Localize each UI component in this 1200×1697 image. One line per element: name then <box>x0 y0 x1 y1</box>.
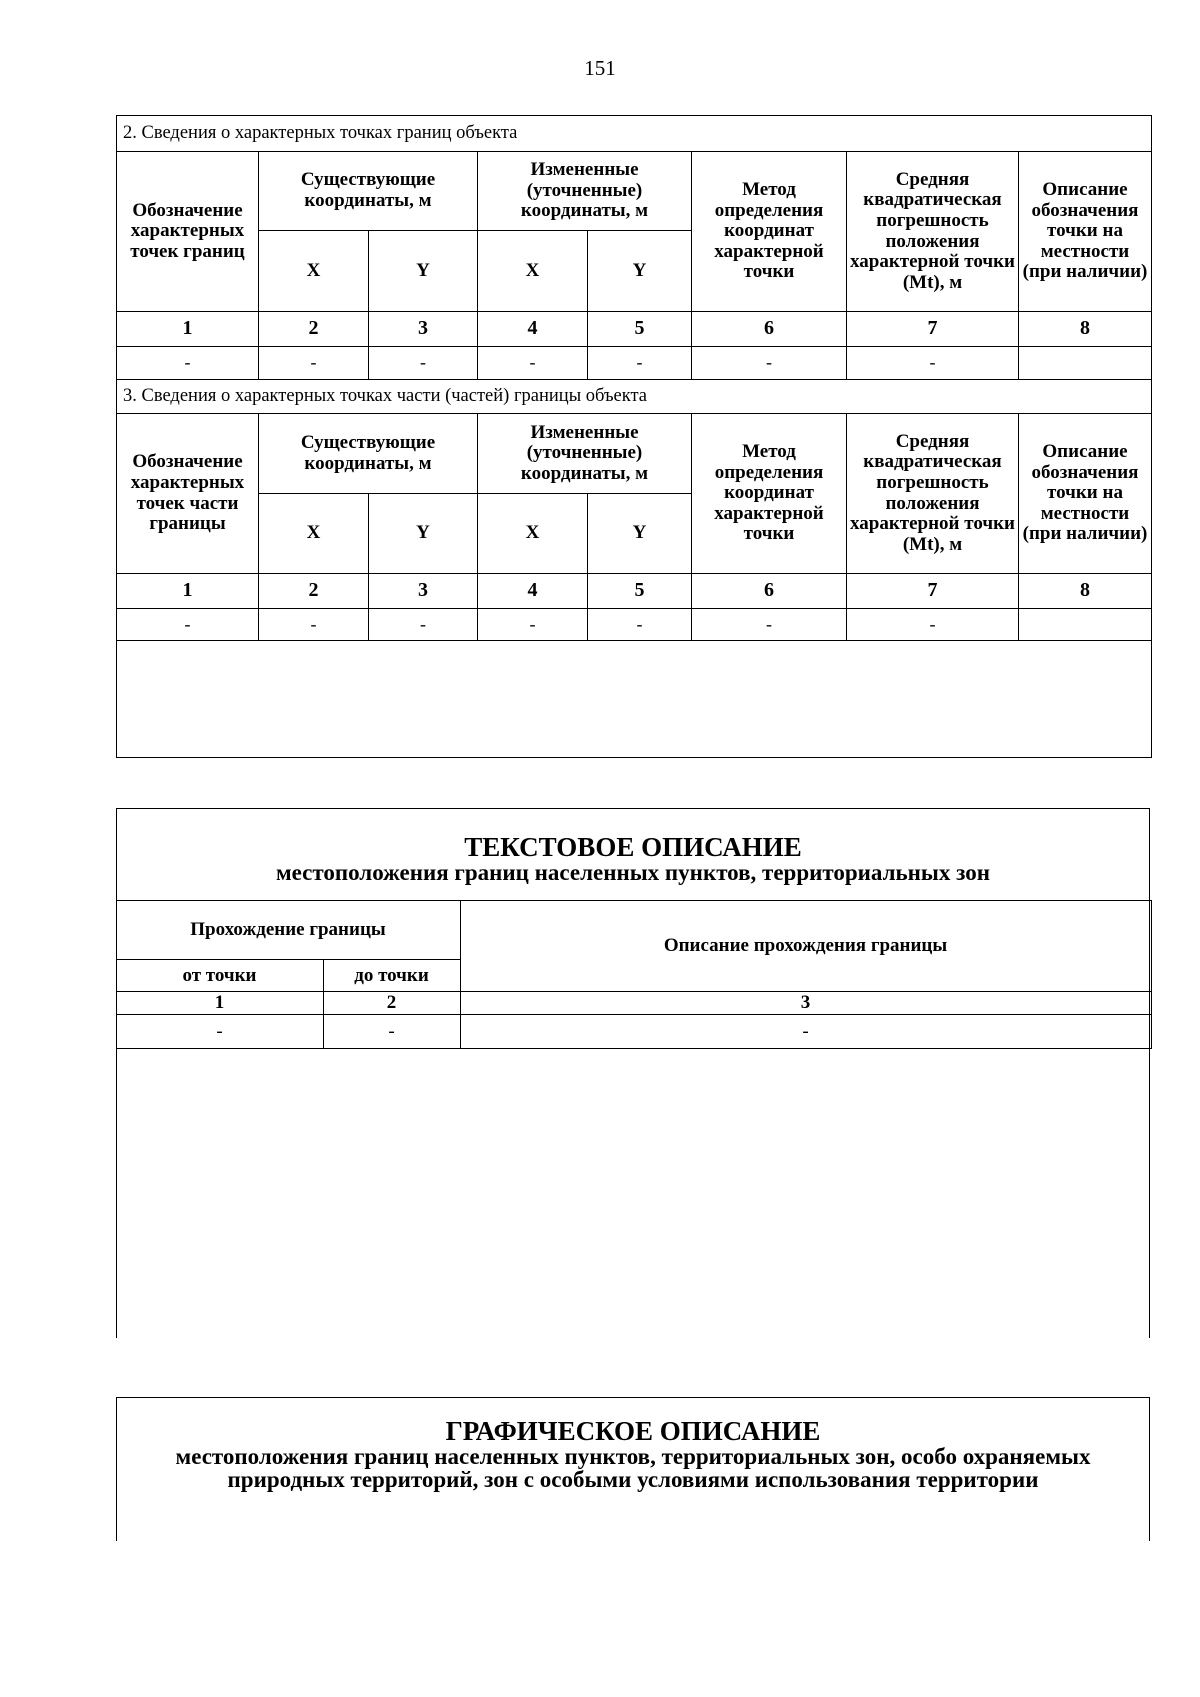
table-cell: - <box>259 609 369 641</box>
column-number: 5 <box>588 574 692 609</box>
column-number: 1 <box>117 574 259 609</box>
column-number: 4 <box>478 574 588 609</box>
table-cell: - <box>117 347 259 380</box>
graphic-description-title: ГРАФИЧЕСКОЕ ОПИСАНИЕ <box>445 1416 821 1446</box>
section2-changed-y: Y <box>588 231 692 312</box>
column-number: 2 <box>323 992 460 1015</box>
col-to-point: до точки <box>323 960 460 992</box>
table-cell: - <box>116 1015 323 1049</box>
table-cell: - <box>692 609 847 641</box>
table-cell: - <box>259 347 369 380</box>
section3-existing-x: X <box>259 494 369 574</box>
text-description-table <box>116 900 1152 1049</box>
table-cell: - <box>847 609 1019 641</box>
table-cell: - <box>478 347 588 380</box>
section3-existing-y: Y <box>369 494 478 574</box>
col-from-point: от точки <box>116 960 323 992</box>
section3-title: 3. Сведения о характерных точках части (частей) границы объекта <box>117 380 1152 414</box>
column-number: 6 <box>692 574 847 609</box>
graphic-description-box <box>116 1397 1150 1541</box>
section3-changed-x: X <box>478 494 588 574</box>
section2-number-row <box>117 312 1152 347</box>
section3-col-changed: Измененные (уточненные) координаты, м <box>478 414 692 494</box>
graphic-description-subtitle: местоположения границ населенных пунктов, территориальных зон, особо охраняемых природных территорий, зон с особыми условиями использования территории <box>175 1444 1091 1492</box>
section2-col-error: Средняя квадратическая погрешность положения характерной точки (Mt), м <box>847 152 1019 312</box>
text-number-row <box>116 992 1151 1015</box>
table-cell: - <box>369 347 478 380</box>
section2-existing-y: Y <box>369 231 478 312</box>
column-number: 2 <box>259 574 369 609</box>
column-number: 2 <box>259 312 369 347</box>
section3-value-row <box>117 609 1152 641</box>
column-number: 1 <box>116 992 323 1015</box>
section3-col-existing: Существующие координаты, м <box>259 414 478 494</box>
section2-changed-x: X <box>478 231 588 312</box>
section2-col-description: Описание обозначения точки на местности (при наличии) <box>1019 152 1152 312</box>
section3-col-designation: Обозначение характерных точек части границы <box>117 414 259 574</box>
table-cell: - <box>323 1015 460 1049</box>
col-passage-description: Описание прохождения границы <box>460 901 1151 992</box>
section3-changed-y: Y <box>588 494 692 574</box>
section3-col-method: Метод определения координат характерной точки <box>692 414 847 574</box>
text-description-header <box>117 809 1149 900</box>
page-number: 151 <box>584 56 616 80</box>
section2-existing-x: X <box>259 231 369 312</box>
table-cell: - <box>588 609 692 641</box>
column-number: 7 <box>847 312 1019 347</box>
column-number: 7 <box>847 574 1019 609</box>
section2-col-method: Метод определения координат характерной точки <box>692 152 847 312</box>
section3-col-error: Средняя квадратическая погрешность положения характерной точки (Mt), м <box>847 414 1019 574</box>
empty-cell <box>117 641 1152 758</box>
column-number: 6 <box>692 312 847 347</box>
column-number: 3 <box>460 992 1151 1015</box>
table-cell: - <box>478 609 588 641</box>
table-cell: - <box>369 609 478 641</box>
section2-value-row <box>117 347 1152 380</box>
column-number: 8 <box>1019 312 1152 347</box>
col-passage: Прохождение границы <box>116 901 460 960</box>
table-cell <box>1019 347 1152 380</box>
column-number: 3 <box>369 574 478 609</box>
section2-title: 2. Сведения о характерных точках границ объекта <box>117 116 1152 152</box>
section3-number-row <box>117 574 1152 609</box>
table-cell: - <box>588 347 692 380</box>
blank-area <box>117 641 1152 758</box>
column-number: 1 <box>117 312 259 347</box>
column-number: 3 <box>369 312 478 347</box>
text-description-title: ТЕКСТОВОЕ ОПИСАНИЕ <box>464 831 802 862</box>
text-description-subtitle: местоположения границ населенных пунктов, территориальных зон <box>276 859 990 885</box>
column-number: 5 <box>588 312 692 347</box>
text-value-row <box>116 1015 1151 1049</box>
table-cell: - <box>460 1015 1151 1049</box>
table-cell <box>1019 609 1152 641</box>
table-cell: - <box>847 347 1019 380</box>
table-cell: - <box>117 609 259 641</box>
text-description-box <box>116 808 1150 1338</box>
table-cell: - <box>692 347 847 380</box>
column-number: 4 <box>478 312 588 347</box>
section2-col-changed: Измененные (уточненные) координаты, м <box>478 152 692 231</box>
section3-col-description: Описание обозначения точки на местности (при наличии) <box>1019 414 1152 574</box>
section2-col-existing: Существующие координаты, м <box>259 152 478 231</box>
section2-col-designation: Обозначение характерных точек границ <box>117 152 259 312</box>
coordinates-table <box>116 115 1152 758</box>
column-number: 8 <box>1019 574 1152 609</box>
